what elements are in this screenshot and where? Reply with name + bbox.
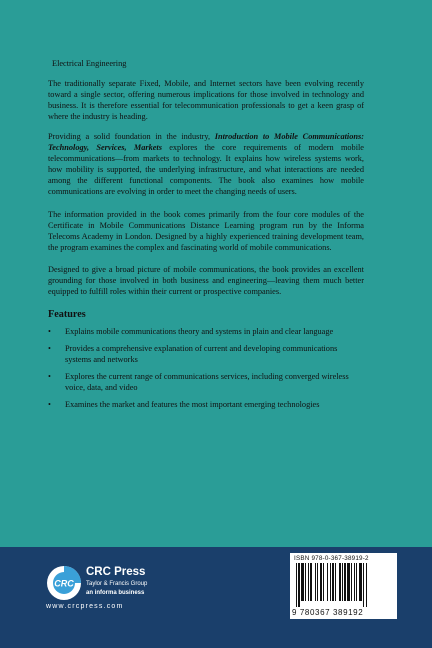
- description-paragraph: [48, 131, 364, 197]
- barcode-digits: 9 780367 389192: [292, 608, 364, 617]
- features-list: [48, 326, 364, 410]
- category-label: Electrical Engineering: [52, 59, 127, 68]
- feature-item: [48, 326, 364, 337]
- feature-text: Explores the current range of communications services, including converged wireless voice, data, and video: [65, 371, 349, 392]
- description-rest: explores the core requirements of modern mobile telecommunications—from markets to technology. It explains how wireless systems work, how mobility is supported, the underlying infrastructure, and what interactions are needed among the different functional components. The book also examines how mobile communications are evolving in order to meet the changing needs of users.: [48, 143, 364, 196]
- publisher-group: Taylor & Francis Group: [86, 581, 148, 587]
- crc-logo-icon: [46, 565, 82, 601]
- bullet-icon: •: [48, 326, 51, 336]
- logo-text: CRC: [54, 578, 74, 589]
- isbn-number: ISBN 978-0-367-38919-2: [294, 555, 369, 562]
- feature-text: Provides a comprehensive explanation of current and developing communications systems and networks: [65, 343, 338, 364]
- bullet-icon: •: [48, 343, 51, 353]
- publisher-url[interactable]: www.crcpress.com: [46, 603, 124, 610]
- audience-paragraph: Designed to give a broad picture of mobile communications, the book provides an excellent grounding for those involved in both business and engineering—leaving them much better equipped to fulfill roles within their current or prospective companies.: [48, 265, 364, 296]
- barcode-bars-icon: [290, 563, 397, 607]
- blurb-body: [48, 78, 364, 416]
- feature-item: [48, 371, 364, 393]
- source-paragraph: The information provided in the book comes primarily from the four core modules of the Certificate in Mobile Communications Distance Learning program run by the Informa Telecoms Academy in London. Designed by a highly experienced training development team, the program examines the complex and fascinating world of mobile communications.: [48, 209, 364, 252]
- isbn-barcode: [290, 553, 397, 619]
- feature-item: [48, 343, 364, 365]
- publisher-tagline: an informa business: [86, 590, 145, 596]
- bullet-icon: •: [48, 399, 51, 409]
- bullet-icon: •: [48, 371, 51, 381]
- description-lead: Providing a solid foundation in the industry,: [48, 132, 215, 141]
- intro-paragraph: The traditionally separate Fixed, Mobile, and Internet sectors have been evolving recently toward a single sector, offering numerous implications for those involved in technology and business. It is therefore essential for telecommunication professionals to get a keen grasp of where the industry is heading.: [48, 79, 364, 121]
- features-heading: Features: [48, 308, 86, 320]
- feature-item: [48, 399, 364, 410]
- book-title: Introduction to Mobile Communications: Technology, Services, Markets: [48, 132, 364, 152]
- feature-text: Examines the market and features the most important emerging technologies: [65, 399, 320, 409]
- publisher-name: CRC Press: [86, 566, 146, 578]
- feature-text: Explains mobile communications theory and systems in plain and clear language: [65, 326, 334, 336]
